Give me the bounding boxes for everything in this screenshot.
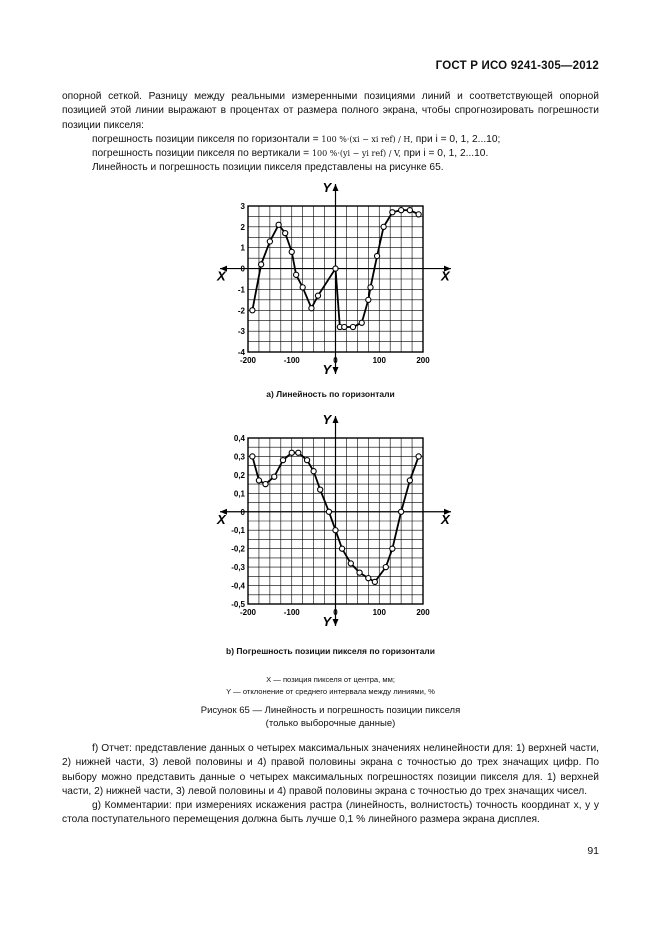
data-point — [390, 210, 395, 215]
data-point — [283, 231, 288, 236]
legend-x-desc: X — позиция пикселя от центра, мм; — [266, 675, 395, 684]
chart-linearity — [0, 178, 661, 393]
data-point — [304, 458, 309, 463]
data-point — [372, 579, 377, 584]
intro-block — [62, 90, 599, 176]
data-point — [339, 546, 344, 551]
formula-horizontal — [62, 133, 599, 147]
data-point — [289, 450, 294, 455]
data-point — [350, 324, 355, 329]
y-tick-label: -0,2 — [231, 544, 245, 554]
data-point — [348, 561, 353, 566]
data-point — [390, 546, 395, 551]
formula-v-label: погрешность позиции пикселя по вертикали = — [92, 148, 310, 160]
data-point — [407, 478, 412, 483]
data-point — [368, 285, 373, 290]
y-tick-label: 0,2 — [233, 470, 245, 480]
y-tick-label: 0,1 — [233, 489, 245, 499]
x-axis-label-right: X — [441, 268, 450, 284]
data-point — [296, 450, 301, 455]
formula-h-label: погрешность позиции пикселя по горизонтали = — [92, 133, 319, 145]
data-point — [399, 208, 404, 213]
x-axis-label-right: X — [441, 511, 450, 527]
page-number: 91 — [587, 845, 599, 857]
y-tick-label: -0,4 — [231, 581, 245, 591]
data-point — [250, 308, 255, 313]
data-point — [309, 306, 314, 311]
formula-h-cond: при i = 0, 1, 2...10; — [415, 133, 501, 145]
data-point — [272, 474, 277, 479]
y-axis-label-top: Y — [322, 412, 332, 427]
figure-title: Рисунок 65 — Линейность и погрешность позиции пикселя — [200, 705, 461, 716]
x-tick-label: -100 — [283, 608, 300, 617]
plot-area — [216, 412, 451, 629]
x-tick-label: -200 — [239, 608, 257, 617]
x-tick-label: 0 — [333, 356, 338, 365]
formula-v-cond: при i = 0, 1, 2...10. — [403, 148, 489, 160]
y-tick-label: -2 — [237, 306, 245, 316]
y-tick-label: 0 — [240, 507, 245, 517]
data-point — [311, 469, 316, 474]
data-point — [256, 478, 261, 483]
y-axis-label-bottom: Y — [322, 614, 332, 629]
formula-vertical — [62, 147, 599, 161]
data-point — [333, 528, 338, 533]
y-tick-label: -0,3 — [231, 563, 245, 573]
data-point — [407, 208, 412, 213]
figure-reference: Линейность и погрешность позиции пикселя представлены на рисунке 65. — [92, 162, 444, 174]
data-point — [366, 576, 371, 581]
y-tick-label: 0,4 — [233, 434, 245, 443]
plot-area — [216, 180, 451, 377]
x-axis-label-left: X — [217, 511, 226, 527]
x-tick-label: 100 — [372, 356, 386, 365]
data-point — [383, 565, 388, 570]
y-tick-label: 2 — [240, 222, 245, 232]
y-tick-label: -1 — [237, 285, 245, 295]
data-point — [357, 570, 362, 575]
data-point — [315, 293, 320, 298]
data-point — [276, 222, 281, 227]
data-point — [366, 297, 371, 302]
data-point — [259, 262, 264, 267]
y-axis-arrow-up — [333, 184, 339, 191]
formula-h-expr: 100 %·(xi − xi ref) / H, — [321, 134, 413, 144]
caption-chart-a: a) Линейность по горизонтали — [266, 389, 395, 399]
y-tick-label: 3 — [240, 202, 245, 211]
x-tick-label: -200 — [239, 356, 257, 365]
data-point — [294, 272, 299, 277]
y-tick-label: -4 — [237, 348, 245, 357]
chart-position-error — [0, 412, 661, 637]
intro-paragraph: опорной сеткой. Разницу между реальными измеренными позициями линий и соответствующей опорной позицией этой линии выражают в процентах от размера полного экрана, чтобы спрогнозировать погрешности позиции пикселя: — [62, 91, 599, 131]
y-axis-arrow-down — [333, 367, 339, 374]
y-axis-arrow-down — [333, 619, 339, 626]
data-point — [267, 239, 272, 244]
paragraph-g: g) Комментарии: при измерениях искажения растра (линейность, волнистость) точность координат x, y у стола поступательного перемещения должна быть лучше 0,1 % линейного размера экрана дисплея. — [62, 800, 599, 826]
body-block — [62, 742, 599, 828]
data-point — [374, 253, 379, 258]
data-point — [300, 285, 305, 290]
data-point — [416, 454, 421, 459]
data-point — [263, 482, 268, 487]
y-tick-label: 0,3 — [233, 452, 245, 462]
x-axis-label-left: X — [217, 268, 226, 284]
y-axis-label-top: Y — [322, 180, 332, 195]
data-point — [250, 454, 255, 459]
paragraph-f: f) Отчет: представление данных о четырех максимальных значениях нелинейности для: 1) верхней части, 2) нижней части, 3) левой половины и 4) правой половины экрана с точностью до трех значащих цифр. По выбору можно представить данные о четырех максимальных погрешностях позиции пикселя для. 1) верхней части, 2) нижней части, 3) левой половины и 4) правой половины экрана с точностью до трех значащих чисел. — [62, 743, 599, 797]
document-header: ГОСТ Р ИСО 9241-305—2012 — [435, 60, 599, 72]
data-point — [280, 458, 285, 463]
x-tick-label: 200 — [416, 356, 430, 365]
x-tick-label: 100 — [372, 608, 386, 617]
formula-v-expr: 100 %·(yi − yi ref) / V, — [311, 149, 401, 159]
x-tick-label: -100 — [283, 356, 300, 365]
figure-subtitle: (только выборочные данные) — [265, 718, 396, 729]
y-tick-label: -3 — [237, 327, 245, 337]
y-tick-label: -0,1 — [231, 526, 245, 536]
x-tick-label: 0 — [333, 608, 338, 617]
legend-y-desc: Y — отклонение от среднего интервала между линиями, % — [226, 687, 435, 696]
data-point — [333, 266, 338, 271]
x-tick-label: 200 — [416, 608, 430, 617]
data-point — [289, 249, 294, 254]
y-tick-label: 0 — [240, 264, 245, 274]
data-point — [416, 212, 421, 217]
caption-chart-b: b) Погрешность позиции пикселя по горизонтали — [226, 646, 435, 656]
data-point — [342, 324, 347, 329]
data-point — [399, 509, 404, 514]
y-tick-label: -0,5 — [231, 600, 245, 609]
y-tick-label: 1 — [240, 243, 245, 253]
data-point — [359, 320, 364, 325]
y-axis-arrow-up — [333, 416, 339, 423]
y-axis-label-bottom: Y — [322, 362, 332, 377]
data-point — [326, 509, 331, 514]
data-point — [381, 224, 386, 229]
data-point — [318, 487, 323, 492]
